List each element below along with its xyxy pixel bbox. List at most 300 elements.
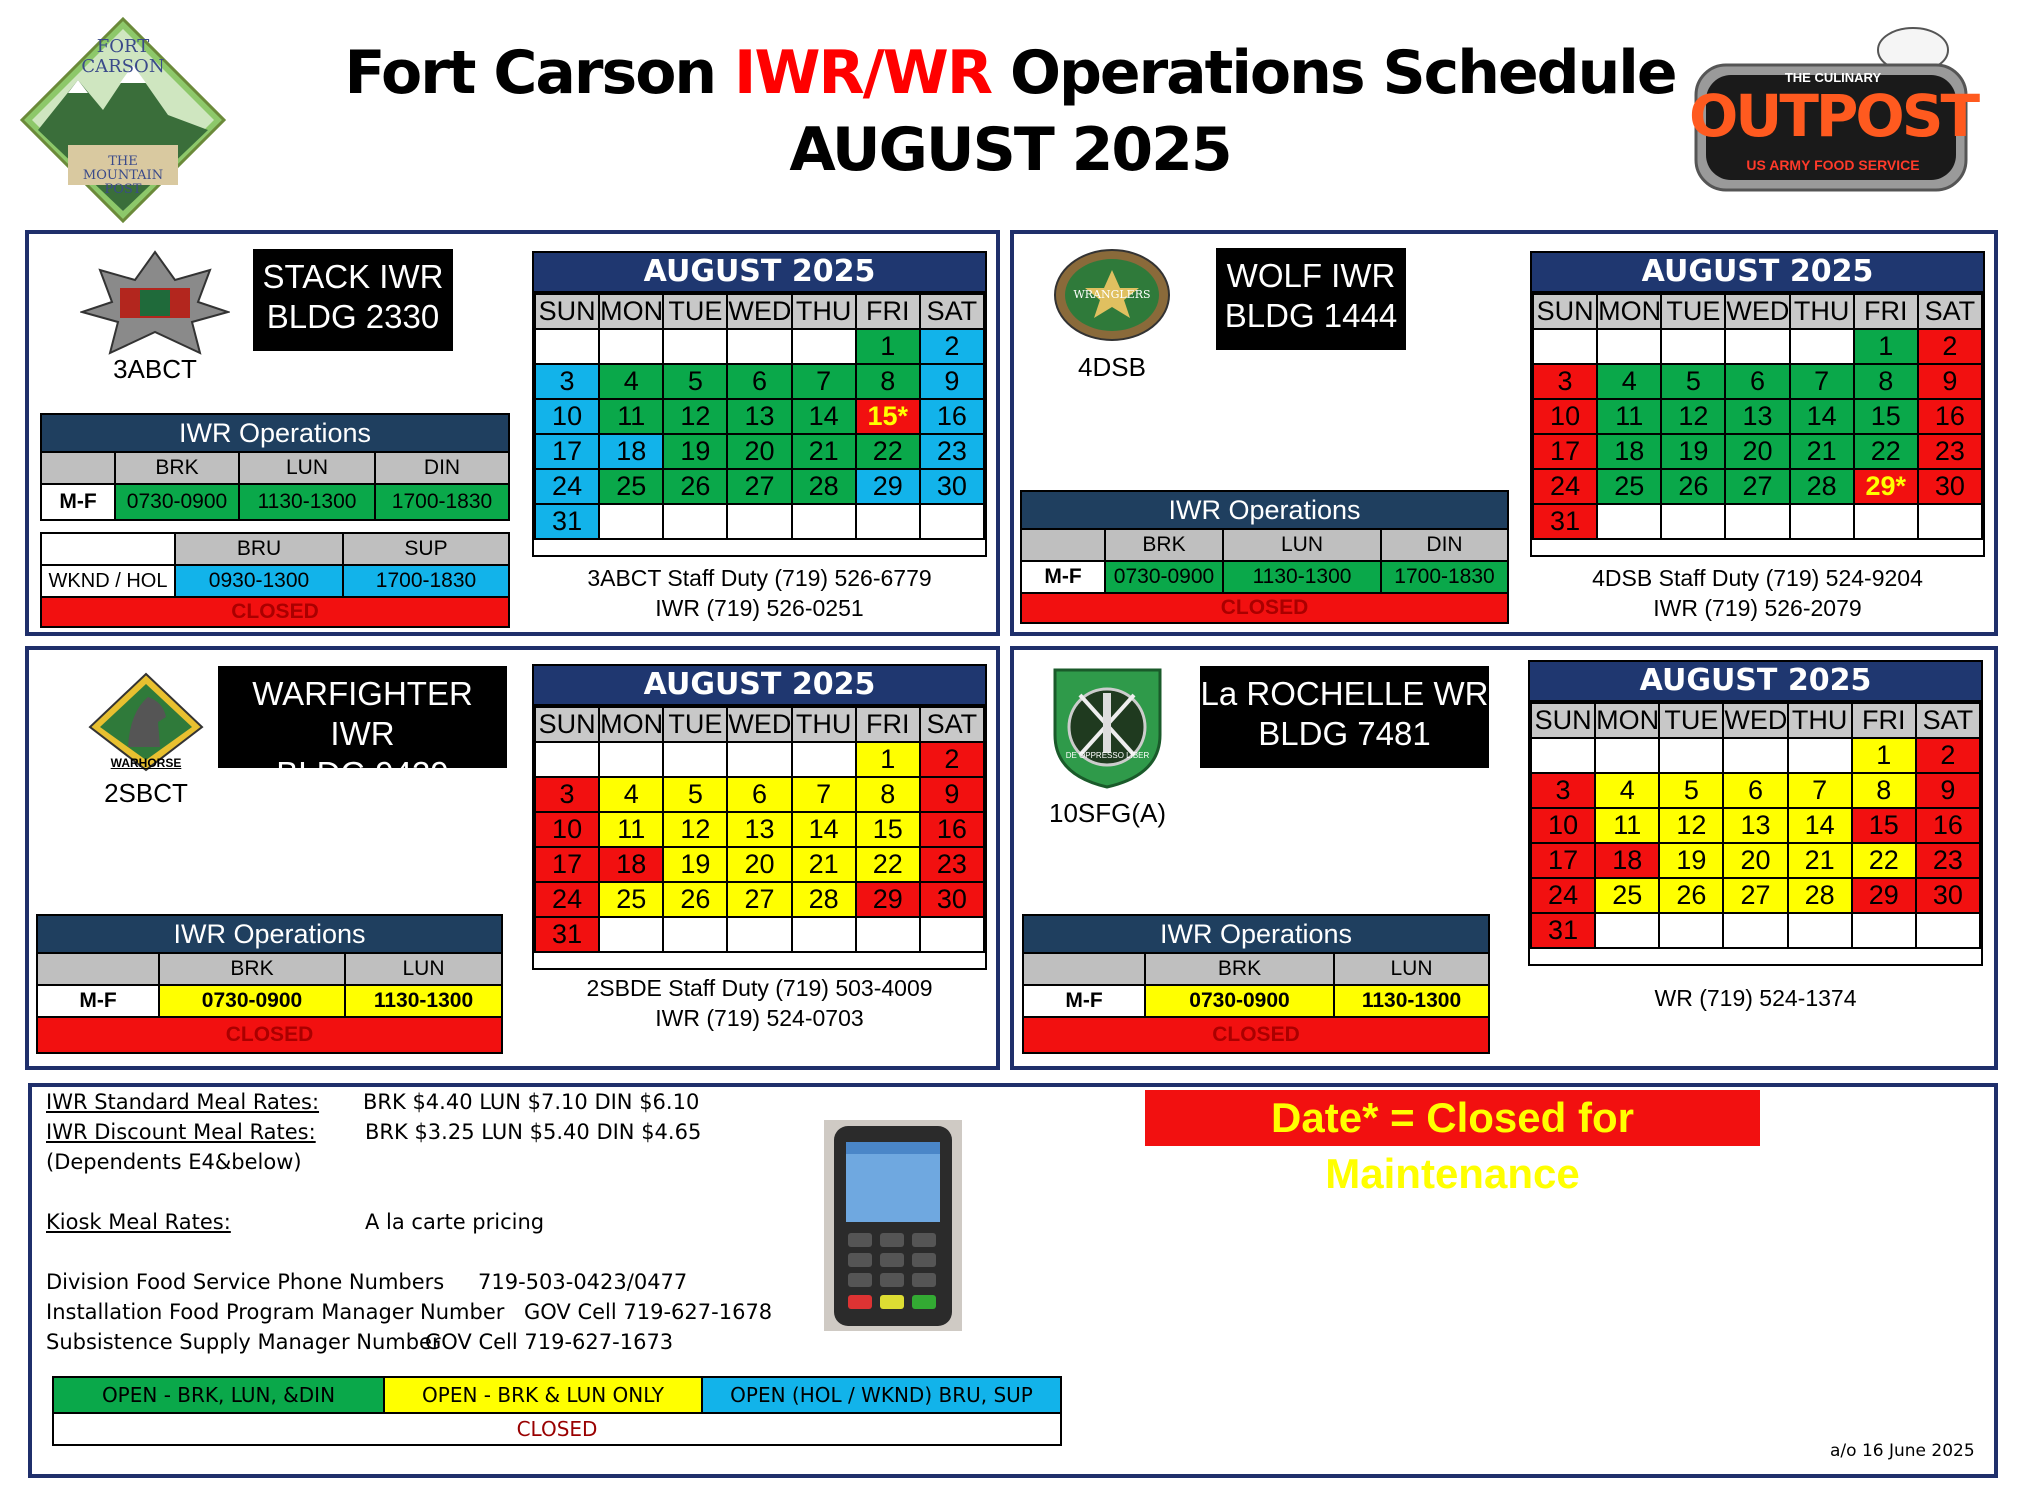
calendar-day: 25: [599, 882, 663, 917]
weekday-header: TUE: [663, 707, 727, 742]
calendar-day: 14: [792, 812, 856, 847]
ops-col-lun: LUN: [239, 452, 375, 484]
calendar-empty-cell: [1788, 913, 1852, 948]
ops-lun-time: 1130-1300: [1223, 561, 1381, 593]
calendar-day: 30: [920, 882, 984, 917]
unit-label: 4DSB: [1078, 352, 1146, 382]
weekday-header: SUN: [535, 294, 599, 329]
calendar-day: 30: [920, 469, 984, 504]
facility-name-line: La ROCHELLE WR: [1200, 675, 1489, 712]
ops-row-mf: M-F: [1021, 561, 1105, 593]
calendar-day: 8: [1852, 773, 1916, 808]
calendar-empty-cell: [535, 329, 599, 364]
facility-building: BLDG 9439: [276, 755, 449, 792]
ops-lun-time: 1130-1300: [1334, 985, 1489, 1017]
calendar-empty-cell: [920, 504, 984, 539]
ops-brk-time: 0730-0900: [1105, 561, 1223, 593]
calendar-day: 11: [1597, 399, 1661, 434]
calendar-day: 28: [1790, 469, 1854, 504]
calendar-day: 9: [920, 777, 984, 812]
calendar-day: 18: [599, 434, 663, 469]
staff-duty-phone: 4DSB Staff Duty (719) 524-9204: [1592, 565, 1923, 591]
calendar-day: 31: [1531, 913, 1595, 948]
calendar-day: 18: [599, 847, 663, 882]
calendar-day: 2: [920, 329, 984, 364]
calendar-day: 6: [727, 777, 791, 812]
calendar-day: 12: [1661, 399, 1725, 434]
standard-rates-label: IWR Standard Meal Rates:: [46, 1090, 320, 1114]
ifpm-value: GOV Cell 719-627-1678: [524, 1300, 773, 1324]
weekday-header: SAT: [1918, 294, 1982, 329]
calendar-day: 29: [856, 882, 920, 917]
calendar-day: 5: [663, 364, 727, 399]
ifpm-label: Installation Food Program Manager Number: [46, 1300, 505, 1324]
calendar-empty-cell: [663, 329, 727, 364]
staff-duty-phone: 2SBDE Staff Duty (719) 503-4009: [586, 975, 933, 1001]
calendar-day: 29: [856, 469, 920, 504]
calendar-empty-cell: [599, 917, 663, 952]
calendar-day: 3: [1531, 773, 1595, 808]
calendar-empty-cell: [663, 917, 727, 952]
calendar-day: 24: [1533, 469, 1597, 504]
facility-building: BLDG 1444: [1224, 297, 1398, 334]
calendar-empty-cell: [1723, 738, 1787, 773]
logo-text: US ARMY FOOD SERVICE: [1746, 157, 1920, 173]
calendar-day: 18: [1597, 434, 1661, 469]
weekday-header: FRI: [1852, 703, 1916, 738]
weekday-header: TUE: [1661, 294, 1725, 329]
calendar-day: 23: [1916, 843, 1980, 878]
calendar-empty-cell: [1531, 738, 1595, 773]
calendar-day: 31: [1533, 504, 1597, 539]
calendar-day: 13: [727, 812, 791, 847]
kiosk-rates-value: A la carte pricing: [365, 1210, 545, 1234]
calendar-empty-cell: [1597, 504, 1661, 539]
calendar-day: 20: [1723, 843, 1787, 878]
weekday-header: MON: [1597, 294, 1661, 329]
calendar-day: 21: [792, 847, 856, 882]
calendar-day: 10: [535, 812, 599, 847]
warhorse-insignia-icon: [88, 672, 204, 772]
logo-text: POST: [104, 182, 142, 197]
calendar: [1530, 251, 1985, 557]
iwr-operations-table: [1022, 914, 1490, 1054]
calendar-empty-cell: [663, 504, 727, 539]
calendar-empty-cell: [1595, 913, 1659, 948]
calendar-day: 2: [1916, 738, 1980, 773]
calendar-empty-cell: [727, 504, 791, 539]
calendar-day: 3: [535, 777, 599, 812]
ops-brk-time: 0730-0900: [115, 484, 239, 520]
page-title: [300, 38, 1720, 108]
calendar-day: 23: [1918, 434, 1982, 469]
calendar-day: 19: [663, 434, 727, 469]
ops-closed-bar: CLOSED: [37, 1017, 502, 1053]
calendar-day: 21: [792, 434, 856, 469]
calendar-day: 11: [1595, 808, 1659, 843]
ops-row-wknd: WKND / HOL: [41, 565, 175, 597]
legend-closed: CLOSED: [53, 1413, 1061, 1445]
calendar-empty-cell: [1790, 329, 1854, 364]
wr-phone: WR (719) 524-1374: [1654, 985, 1857, 1011]
calendar-day: 27: [727, 882, 791, 917]
ops-col-din: DIN: [375, 452, 509, 484]
calendar-day: 6: [1723, 773, 1787, 808]
calendar-day: 17: [1531, 843, 1595, 878]
calendar-day: 14: [1790, 399, 1854, 434]
calendar-empty-cell: [1790, 504, 1854, 539]
culinary-outpost-logo: [1688, 20, 1978, 200]
legend-open-brk-lun: OPEN - BRK & LUN ONLY: [384, 1377, 702, 1413]
calendar-title: AUGUST 2025: [1530, 662, 1981, 702]
legend-table: [52, 1376, 1062, 1446]
calendar: [532, 664, 987, 970]
calendar-day: 21: [1788, 843, 1852, 878]
ops-sup-time: 1700-1830: [343, 565, 509, 597]
dependents-note: (Dependents E4&below): [46, 1150, 302, 1174]
contact-info: [532, 973, 987, 1033]
ops-col-lun: LUN: [1223, 529, 1381, 561]
ops-row-mf: M-F: [37, 985, 159, 1017]
calendar-grid: [1530, 702, 1981, 949]
calendar-day: 26: [1659, 878, 1723, 913]
weekday-header: WED: [1725, 294, 1789, 329]
ops-col-sup: SUP: [343, 533, 509, 565]
calendar-day: 4: [1597, 364, 1661, 399]
calendar-day: 16: [920, 812, 984, 847]
ops-brk-time: 0730-0900: [1145, 985, 1334, 1017]
weekend-operations-table: [40, 532, 510, 628]
iwr-phone: IWR (719) 526-0251: [655, 595, 864, 621]
calendar-day: 12: [1659, 808, 1723, 843]
title-text-red: IWR/WR: [734, 38, 992, 108]
calendar-day: 2: [1918, 329, 1982, 364]
calendar-day: 22: [1852, 843, 1916, 878]
weekday-header: WED: [1723, 703, 1787, 738]
iwr-phone: IWR (719) 524-0703: [655, 1005, 864, 1031]
calendar-day: 15*: [856, 399, 920, 434]
calendar-day: 12: [663, 399, 727, 434]
4dsb-insignia-icon: [1053, 248, 1171, 343]
weekday-header: SAT: [920, 294, 984, 329]
calendar-day: 27: [1723, 878, 1787, 913]
calendar-day: 4: [599, 777, 663, 812]
weekday-header: FRI: [856, 294, 920, 329]
payment-terminal-image: [822, 1118, 964, 1333]
calendar-day: 11: [599, 399, 663, 434]
calendar-day: 11: [599, 812, 663, 847]
calendar-day: 19: [1659, 843, 1723, 878]
ops-brk-time: 0730-0900: [159, 985, 345, 1017]
weekday-header: TUE: [663, 294, 727, 329]
calendar-day: 15: [1854, 399, 1918, 434]
calendar-day: 20: [727, 434, 791, 469]
facility-building: BLDG 7481: [1258, 715, 1431, 752]
legend-open-hol: OPEN (HOL / WKND) BRU, SUP: [702, 1377, 1061, 1413]
weekday-header: SUN: [1533, 294, 1597, 329]
calendar-day: 4: [1595, 773, 1659, 808]
calendar-empty-cell: [1725, 329, 1789, 364]
calendar-grid: [534, 706, 985, 953]
ops-bru-time: 0930-1300: [175, 565, 343, 597]
facility-name: [1200, 666, 1489, 768]
calendar-empty-cell: [1661, 329, 1725, 364]
as-of-date: a/o 16 June 2025: [1830, 1441, 1975, 1461]
weekday-header: THU: [1790, 294, 1854, 329]
calendar-day: 19: [663, 847, 727, 882]
calendar-day: 24: [535, 469, 599, 504]
weekday-header: MON: [1595, 703, 1659, 738]
calendar-day: 27: [1725, 469, 1789, 504]
calendar-day: 13: [727, 399, 791, 434]
calendar-day: 25: [1595, 878, 1659, 913]
calendar-day: 28: [792, 469, 856, 504]
calendar-day: 19: [1661, 434, 1725, 469]
ops-col-brk: BRK: [1145, 953, 1334, 985]
iwr-operations-table: [36, 914, 503, 1054]
calendar-empty-cell: [663, 742, 727, 777]
division-phone-value: 719-503-0423/0477: [478, 1270, 688, 1294]
contact-info: [1528, 983, 1983, 1013]
calendar-day: 4: [599, 364, 663, 399]
ops-title: IWR Operations: [1023, 915, 1489, 953]
ops-title: IWR Operations: [1021, 491, 1508, 529]
facility-name-line: WOLF IWR: [1226, 257, 1396, 294]
weekday-header: SAT: [1916, 703, 1980, 738]
calendar-day: 1: [1854, 329, 1918, 364]
ops-col-brk: BRK: [159, 953, 345, 985]
facility-name: [1216, 248, 1406, 350]
calendar-day: 13: [1723, 808, 1787, 843]
calendar-day: 31: [535, 917, 599, 952]
calendar-day: 22: [856, 847, 920, 882]
calendar-day: 29*: [1854, 469, 1918, 504]
calendar-title: AUGUST 2025: [534, 666, 985, 706]
calendar-empty-cell: [599, 742, 663, 777]
unit-label: 3ABCT: [113, 354, 197, 384]
calendar-day: 8: [856, 364, 920, 399]
calendar-empty-cell: [1595, 738, 1659, 773]
10sfg-insignia-icon: [1050, 665, 1165, 790]
discount-rates-value: BRK $3.25 LUN $5.40 DIN $4.65: [365, 1120, 702, 1144]
ops-blank: [1023, 953, 1145, 985]
logo-text: DE OPPRESSO LIBER: [1065, 751, 1150, 760]
weekday-header: THU: [792, 707, 856, 742]
calendar-day: 7: [792, 777, 856, 812]
facility-building: BLDG 2330: [266, 298, 440, 335]
calendar-day: 16: [920, 399, 984, 434]
weekday-header: FRI: [856, 707, 920, 742]
iwr-operations-table: [40, 413, 510, 521]
ops-col-din: DIN: [1381, 529, 1508, 561]
contact-info: [1530, 563, 1985, 623]
calendar-empty-cell: [1659, 738, 1723, 773]
calendar-empty-cell: [1661, 504, 1725, 539]
calendar-day: 3: [535, 364, 599, 399]
ops-col-brk: BRK: [115, 452, 239, 484]
logo-text: OUTPOST: [1688, 82, 1978, 150]
calendar-empty-cell: [1723, 913, 1787, 948]
weekday-header: SAT: [920, 707, 984, 742]
logo-text: WARHORSE: [110, 756, 182, 770]
ops-blank: [37, 953, 159, 985]
fort-carson-logo: [18, 15, 228, 225]
calendar-empty-cell: [792, 742, 856, 777]
logo-text: MOUNTAIN: [82, 168, 164, 183]
calendar-empty-cell: [727, 742, 791, 777]
calendar-day: 16: [1918, 399, 1982, 434]
calendar-day: 17: [1533, 434, 1597, 469]
calendar-grid: [534, 293, 985, 540]
legend-open-all: OPEN - BRK, LUN, &DIN: [53, 1377, 384, 1413]
weekday-header: SUN: [535, 707, 599, 742]
ops-din-time: 1700-1830: [375, 484, 509, 520]
calendar-empty-cell: [856, 917, 920, 952]
calendar-day: 8: [856, 777, 920, 812]
calendar-day: 17: [535, 434, 599, 469]
calendar-day: 7: [1790, 364, 1854, 399]
ops-blank: [1021, 529, 1105, 561]
calendar-title: AUGUST 2025: [534, 253, 985, 293]
calendar-day: 1: [856, 742, 920, 777]
weekday-header: SUN: [1531, 703, 1595, 738]
calendar-day: 24: [1531, 878, 1595, 913]
calendar-day: 23: [920, 847, 984, 882]
calendar-empty-cell: [792, 917, 856, 952]
calendar-day: 6: [727, 364, 791, 399]
calendar-empty-cell: [792, 504, 856, 539]
calendar-empty-cell: [599, 504, 663, 539]
calendar-day: 16: [1916, 808, 1980, 843]
calendar-day: 18: [1595, 843, 1659, 878]
calendar-day: 24: [535, 882, 599, 917]
calendar-day: 20: [727, 847, 791, 882]
weekday-header: TUE: [1659, 703, 1723, 738]
calendar-day: 15: [1852, 808, 1916, 843]
kiosk-rates-label: Kiosk Meal Rates:: [46, 1210, 231, 1234]
calendar-grid: [1532, 293, 1983, 540]
calendar-day: 10: [535, 399, 599, 434]
calendar-day: 5: [663, 777, 727, 812]
ops-title: IWR Operations: [41, 414, 509, 452]
ops-row-mf: M-F: [41, 484, 115, 520]
weekday-header: THU: [1788, 703, 1852, 738]
calendar-empty-cell: [1918, 504, 1982, 539]
calendar-empty-cell: [1533, 329, 1597, 364]
calendar-day: 9: [920, 364, 984, 399]
calendar-day: 28: [1788, 878, 1852, 913]
ops-din-time: 1700-1830: [1381, 561, 1508, 593]
calendar-day: 5: [1661, 364, 1725, 399]
logo-text: WRANGLERS: [1073, 288, 1151, 301]
calendar-day: 7: [792, 364, 856, 399]
calendar-day: 27: [727, 469, 791, 504]
3abct-insignia-icon: [80, 250, 230, 355]
calendar-day: 22: [1854, 434, 1918, 469]
logo-text: THE CULINARY: [1784, 70, 1882, 85]
facility-name-line: STACK IWR: [262, 258, 444, 295]
title-text-2: Operations Schedule: [1009, 38, 1676, 108]
calendar-day: 13: [1725, 399, 1789, 434]
calendar-day: 29: [1852, 878, 1916, 913]
ops-lun-time: 1130-1300: [239, 484, 375, 520]
calendar-empty-cell: [727, 329, 791, 364]
calendar-day: 8: [1854, 364, 1918, 399]
ops-lun-time: 1130-1300: [345, 985, 502, 1017]
calendar-empty-cell: [727, 917, 791, 952]
calendar-day: 30: [1916, 878, 1980, 913]
calendar-day: 17: [535, 847, 599, 882]
ops-col-lun: LUN: [1334, 953, 1489, 985]
ssm-label: Subsistence Supply Manager Number: [46, 1330, 441, 1354]
iwr-phone: IWR (719) 526-2079: [1653, 595, 1862, 621]
ops-closed-bar: CLOSED: [41, 597, 509, 627]
calendar-day: 26: [1661, 469, 1725, 504]
unit-label: 10SFG(A): [1048, 798, 1167, 828]
division-phone-label: Division Food Service Phone Numbers: [46, 1270, 445, 1294]
calendar-day: 9: [1916, 773, 1980, 808]
maintenance-note: Date* = Closed for Maintenance: [1145, 1090, 1760, 1146]
weekday-header: MON: [599, 294, 663, 329]
calendar: [532, 251, 987, 557]
calendar-day: 5: [1659, 773, 1723, 808]
calendar-day: 23: [920, 434, 984, 469]
calendar-day: 1: [1852, 738, 1916, 773]
calendar-day: 12: [663, 812, 727, 847]
calendar-day: 26: [663, 469, 727, 504]
calendar-empty-cell: [1659, 913, 1723, 948]
calendar-empty-cell: [856, 504, 920, 539]
ops-row-mf: M-F: [1023, 985, 1145, 1017]
calendar-empty-cell: [1725, 504, 1789, 539]
calendar-day: 28: [792, 882, 856, 917]
discount-rates-label: IWR Discount Meal Rates:: [46, 1120, 316, 1144]
facility-name: [218, 666, 507, 792]
calendar-day: 2: [920, 742, 984, 777]
calendar-day: 15: [856, 812, 920, 847]
calendar-day: 30: [1918, 469, 1982, 504]
weekday-header: WED: [727, 707, 791, 742]
page-subtitle: AUGUST 2025: [789, 115, 1231, 185]
calendar-day: 25: [1597, 469, 1661, 504]
calendar-day: 20: [1725, 434, 1789, 469]
title-text-1: Fort Carson: [344, 38, 716, 108]
ops-col-bru: BRU: [175, 533, 343, 565]
facility-name: [253, 249, 453, 351]
calendar-empty-cell: [1916, 913, 1980, 948]
calendar-day: 10: [1531, 808, 1595, 843]
calendar-day: 14: [792, 399, 856, 434]
calendar: [1528, 660, 1983, 966]
contact-info: [532, 563, 987, 623]
calendar-empty-cell: [1597, 329, 1661, 364]
unit-label: 2SBCT: [104, 778, 188, 808]
staff-duty-phone: 3ABCT Staff Duty (719) 526-6779: [587, 565, 932, 591]
weekday-header: WED: [727, 294, 791, 329]
standard-rates-value: BRK $4.40 LUN $7.10 DIN $6.10: [363, 1090, 700, 1114]
logo-text: FORT: [96, 36, 150, 57]
logo-text: THE: [108, 154, 138, 169]
ssm-value: GOV Cell 719-627-1673: [425, 1330, 674, 1354]
calendar-day: 9: [1918, 364, 1982, 399]
calendar-empty-cell: [1788, 738, 1852, 773]
calendar-empty-cell: [1852, 913, 1916, 948]
calendar-day: 10: [1533, 399, 1597, 434]
calendar-day: 1: [856, 329, 920, 364]
calendar-day: 6: [1725, 364, 1789, 399]
ops-col-brk: BRK: [1105, 529, 1223, 561]
ops-closed-bar: CLOSED: [1021, 593, 1508, 623]
